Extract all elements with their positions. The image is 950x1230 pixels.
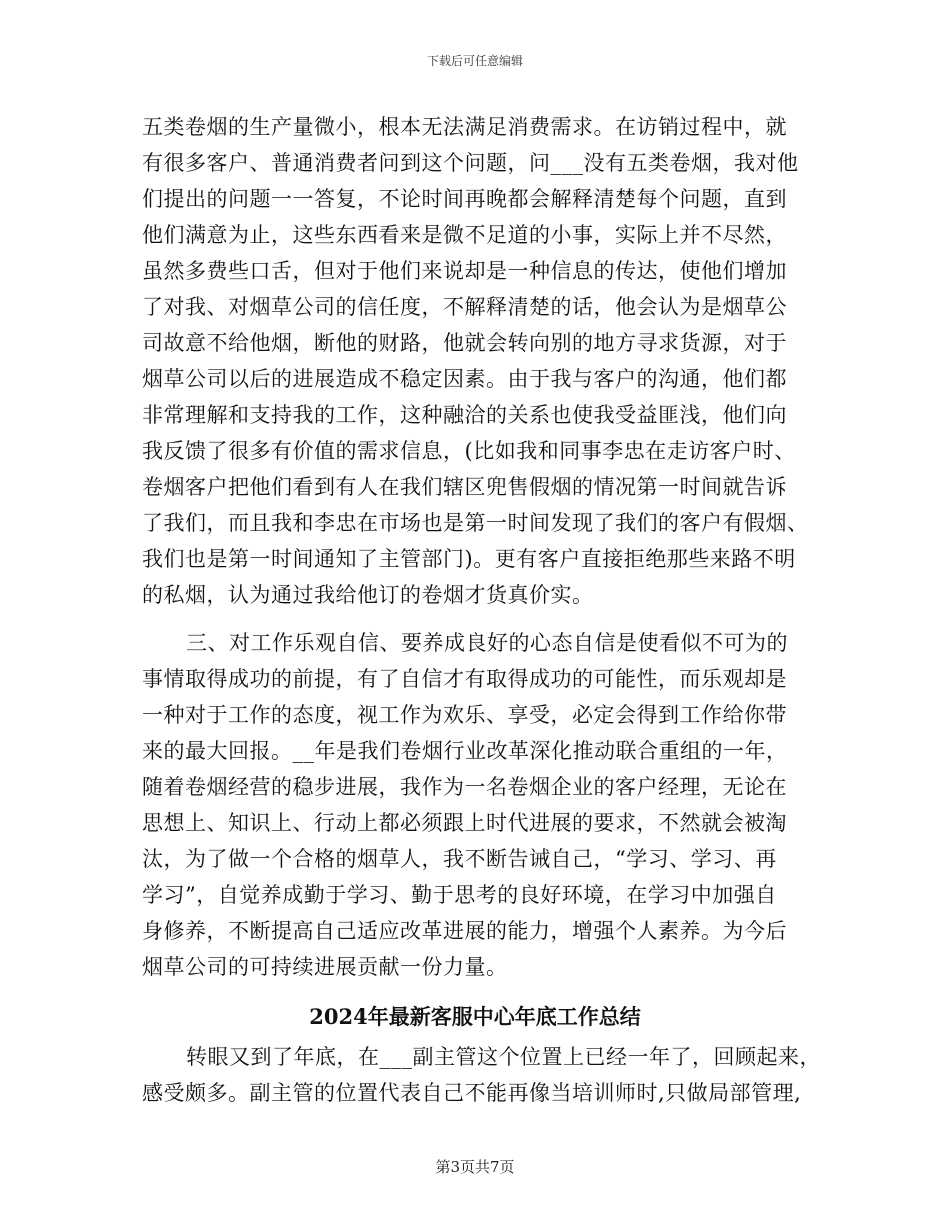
paragraph-line: 学习”，自觉养成勤于学习、勤于思考的良好环境，在学习中加强自 [142, 883, 777, 907]
paragraph-line: 虽然多费些口舌，但对于他们来说却是一种信息的传达，使他们增加 [142, 259, 787, 283]
paragraph-line: 了对我、对烟草公司的信任度，不解释清楚的话，他会认为是烟草公 [142, 295, 787, 319]
paragraph-line: 卷烟客户把他们看到有人在我们辖区兜售假烟的情况第一时间就告诉 [142, 475, 787, 499]
paragraph-line: 非常理解和支持我的工作，这种融洽的关系也使我受益匪浅，他们向 [142, 403, 787, 427]
paragraph-line: 事情取得成功的前提，有了自信才有取得成功的可能性，而乐观却是 [142, 667, 787, 691]
paragraph-line: 汰，为了做一个合格的烟草人，我不断告诫自己，“学习、学习、再 [142, 847, 777, 871]
paragraph-line: 烟草公司的可持续进展贡献一份力量。 [142, 955, 508, 979]
paragraph-line: 三、对工作乐观自信、要养成良好的心态自信是使看似不可为的 [186, 631, 788, 655]
paragraph-line: 了我们，而且我和李忠在市场也是第一时间发现了我们的客户有假烟、 [142, 511, 809, 535]
paragraph-line: 我们也是第一时间通知了主管部门)。更有客户直接拒绝那些来路不明 [142, 547, 796, 571]
paragraph-line: 们提出的问题一一答复，不论时间再晚都会解释清楚每个问题，直到 [142, 187, 787, 211]
paragraph-line: 他们满意为止，这些东西看来是微不足道的小事，实际上并不尽然， [142, 223, 787, 247]
paragraph-line: 我反馈了很多有价值的需求信息，(比如我和同事李忠在走访客户时、 [142, 439, 796, 463]
paragraph-line: 的私烟，认为通过我给他订的卷烟才货真价实。 [142, 583, 594, 607]
paragraph-line: 一种对于工作的态度，视工作为欢乐、享受，必定会得到工作给你带 [142, 703, 787, 727]
paragraph-line: 身修养，不断提高自己适应改革进展的能力，增强个人素养。为今后 [142, 919, 787, 943]
paragraph-line: 转眼又到了年底，在___副主管这个位置上已经一年了，回顾起来， [186, 1045, 821, 1069]
paragraph-line: 来的最大回报。__年是我们卷烟行业改革深化推动联合重组的一年， [142, 739, 788, 763]
paragraph-line: 五类卷烟的生产量微小，根本无法满足消费需求。在访销过程中，就 [142, 115, 787, 139]
paragraph-line: 司故意不给他烟，断他的财路，他就会转向别的地方寻求货源，对于 [142, 331, 787, 355]
paragraph-line: 思想上、知识上、行动上都必须跟上时代进展的要求，不然就会被淘 [142, 811, 787, 835]
page-header-note: 下载后可任意编辑 [426, 54, 523, 68]
paragraph-line: 有很多客户、普通消费者问到这个问题，问___没有五类卷烟，我对他 [142, 151, 799, 175]
paragraph-line: 烟草公司以后的进展造成不稳定因素。由于我与客户的沟通，他们都 [142, 367, 787, 391]
page-number: 第3页共7页 [435, 1158, 515, 1176]
section-title: 2024年最新客服中心年底工作总结 [309, 1004, 641, 1029]
paragraph-line: 感受颇多。副主管的位置代表自己不能再像当培训师时,只做局部管理, [142, 1081, 802, 1105]
paragraph-line: 随着卷烟经营的稳步进展，我作为一名卷烟企业的客户经理，无论在 [142, 775, 787, 799]
